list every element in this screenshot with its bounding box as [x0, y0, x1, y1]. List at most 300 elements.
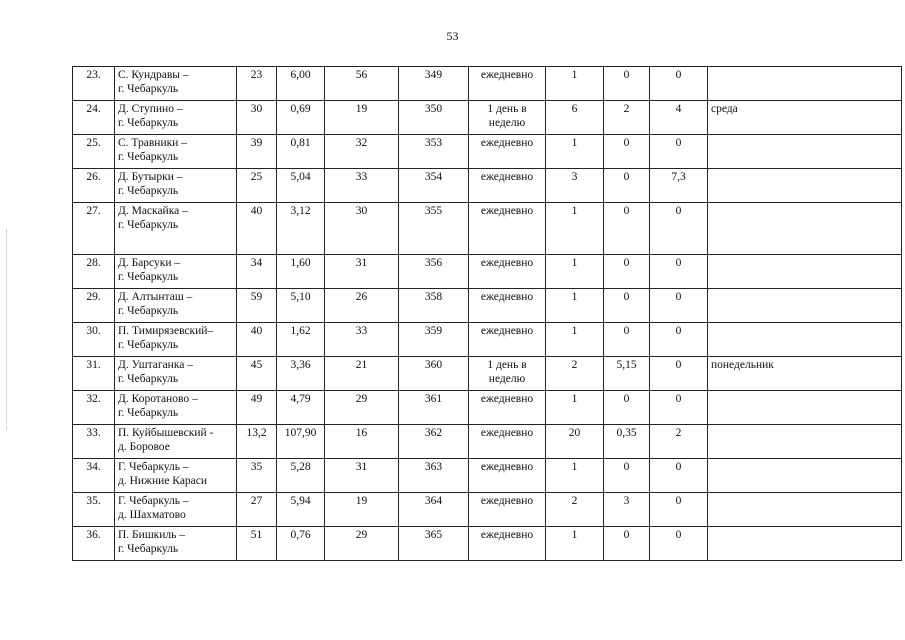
- cell-route-id-line: 349: [424, 69, 443, 81]
- cell-frequency: [469, 101, 546, 135]
- cell-note: [708, 323, 902, 357]
- cell-number: [73, 67, 115, 101]
- cell-col5-line: 16: [355, 427, 368, 439]
- cell-col8-line: 1: [571, 291, 578, 303]
- cell-route-id-line: 355: [424, 205, 443, 217]
- cell-col9: [604, 459, 650, 493]
- cell-col3-line: 45: [250, 359, 263, 371]
- cell-route-line: д. Боровое: [118, 441, 170, 453]
- cell-col9-line: 5,15: [616, 359, 637, 371]
- table-row: [73, 255, 902, 289]
- cell-col10-line: 4: [675, 103, 682, 115]
- cell-col3-line: 27: [250, 495, 263, 507]
- cell-frequency: [469, 203, 546, 255]
- cell-col5: [325, 135, 399, 169]
- table-row: [73, 425, 902, 459]
- cell-col3-line: 35: [250, 461, 263, 473]
- cell-route-id-line: 363: [424, 461, 443, 473]
- cell-route-line: г. Чебаркуль: [118, 151, 179, 163]
- cell-col8: [546, 289, 604, 323]
- cell-col5-line: 56: [355, 69, 368, 81]
- cell-note: [708, 101, 902, 135]
- cell-route: [115, 135, 237, 169]
- cell-col3-line: 34: [250, 257, 263, 269]
- cell-frequency: [469, 289, 546, 323]
- cell-route-line: г. Чебаркуль: [118, 271, 179, 283]
- cell-number-line: 34.: [86, 461, 101, 473]
- routes-table-body: [73, 67, 902, 561]
- cell-frequency-line: неделю: [488, 117, 526, 129]
- cell-col9-line: 0: [623, 69, 630, 81]
- cell-route-line: П. Тимирязевский–: [118, 325, 214, 337]
- cell-number: [73, 527, 115, 561]
- cell-col3: [237, 527, 277, 561]
- cell-number-line: 24.: [86, 103, 101, 115]
- cell-number: [73, 459, 115, 493]
- cell-col3-line: 40: [250, 205, 263, 217]
- cell-col9-line: 2: [623, 103, 630, 115]
- cell-col10: [650, 459, 708, 493]
- cell-col8-line: 1: [571, 205, 578, 217]
- cell-col3: [237, 391, 277, 425]
- cell-col10: [650, 169, 708, 203]
- cell-col10: [650, 255, 708, 289]
- cell-col5: [325, 493, 399, 527]
- cell-col9: [604, 203, 650, 255]
- cell-route-id-line: 365: [424, 529, 443, 541]
- cell-col9: [604, 255, 650, 289]
- cell-col4: [277, 527, 325, 561]
- cell-col9: [604, 169, 650, 203]
- cell-frequency-line: ежедневно: [480, 205, 534, 217]
- cell-col3: [237, 459, 277, 493]
- table-row: [73, 323, 902, 357]
- cell-col3-line: 51: [250, 529, 263, 541]
- cell-frequency: [469, 255, 546, 289]
- cell-col9-line: 0: [623, 257, 630, 269]
- cell-number-line: 28.: [86, 257, 101, 269]
- cell-col9: [604, 391, 650, 425]
- cell-col10-line: 0: [675, 69, 682, 81]
- cell-col9-line: 0: [623, 137, 630, 149]
- cell-col9-line: 0,35: [616, 427, 637, 439]
- cell-route-id: [399, 135, 469, 169]
- cell-col8: [546, 425, 604, 459]
- cell-col10: [650, 101, 708, 135]
- cell-route-line: Д. Маскайка –: [118, 205, 188, 217]
- cell-number-line: 25.: [86, 137, 101, 149]
- cell-frequency-line: ежедневно: [480, 393, 534, 405]
- cell-col5: [325, 459, 399, 493]
- cell-col8-line: 1: [571, 393, 578, 405]
- cell-number-line: 27.: [86, 205, 101, 217]
- cell-col4-line: 5,10: [290, 291, 311, 303]
- cell-col3-line: 13,2: [246, 427, 267, 439]
- cell-frequency-line: ежедневно: [480, 529, 534, 541]
- cell-route-line: Г. Чебаркуль –: [118, 461, 189, 473]
- cell-col10: [650, 357, 708, 391]
- cell-number-line: 36.: [86, 529, 101, 541]
- cell-route-line: г. Чебаркуль: [118, 407, 179, 419]
- cell-number: [73, 323, 115, 357]
- cell-col8: [546, 67, 604, 101]
- cell-col8-line: 20: [568, 427, 581, 439]
- cell-col10-line: 0: [675, 137, 682, 149]
- cell-route-line: С. Травники –: [118, 137, 187, 149]
- cell-route: [115, 323, 237, 357]
- cell-note: [708, 67, 902, 101]
- cell-col10-line: 7,3: [671, 171, 686, 183]
- cell-note: [708, 493, 902, 527]
- cell-route-id-line: 360: [424, 359, 443, 371]
- cell-col4: [277, 67, 325, 101]
- cell-col5: [325, 67, 399, 101]
- cell-number: [73, 169, 115, 203]
- cell-col3: [237, 289, 277, 323]
- cell-number: [73, 493, 115, 527]
- cell-col8-line: 1: [571, 257, 578, 269]
- cell-col3: [237, 135, 277, 169]
- cell-route: [115, 67, 237, 101]
- cell-col3: [237, 67, 277, 101]
- cell-col9-line: 3: [623, 495, 630, 507]
- cell-col5: [325, 425, 399, 459]
- cell-route-id-line: 354: [424, 171, 443, 183]
- cell-note: [708, 169, 902, 203]
- cell-col8: [546, 357, 604, 391]
- cell-number: [73, 135, 115, 169]
- cell-col4-line: 5,94: [290, 495, 311, 507]
- cell-col9: [604, 135, 650, 169]
- cell-col4: [277, 169, 325, 203]
- cell-route: [115, 391, 237, 425]
- cell-col4-line: 3,36: [290, 359, 311, 371]
- table-row: [73, 289, 902, 323]
- cell-note: [708, 135, 902, 169]
- cell-route-id-line: 356: [424, 257, 443, 269]
- cell-number: [73, 425, 115, 459]
- cell-col3: [237, 357, 277, 391]
- cell-col5-line: 31: [355, 461, 368, 473]
- cell-col9: [604, 527, 650, 561]
- cell-col8: [546, 527, 604, 561]
- cell-number-line: 29.: [86, 291, 101, 303]
- cell-note: [708, 391, 902, 425]
- table-row: [73, 459, 902, 493]
- cell-col5-line: 33: [355, 325, 368, 337]
- cell-route: [115, 527, 237, 561]
- cell-route-id-line: 358: [424, 291, 443, 303]
- cell-col4: [277, 101, 325, 135]
- cell-col8-line: 2: [571, 495, 578, 507]
- cell-frequency: [469, 493, 546, 527]
- cell-frequency: [469, 459, 546, 493]
- cell-col3-line: 39: [250, 137, 263, 149]
- cell-number: [73, 391, 115, 425]
- cell-route: [115, 101, 237, 135]
- cell-col4: [277, 459, 325, 493]
- cell-frequency: [469, 135, 546, 169]
- cell-col10-line: 0: [675, 257, 682, 269]
- cell-frequency-line: ежедневно: [480, 495, 534, 507]
- cell-col8-line: 2: [571, 359, 578, 371]
- cell-route-line: Д. Уштаганка –: [118, 359, 193, 371]
- cell-route-line: С. Кундравы –: [118, 69, 189, 81]
- cell-col5: [325, 289, 399, 323]
- cell-col5-line: 30: [355, 205, 368, 217]
- cell-col10-line: 0: [675, 529, 682, 541]
- cell-route: [115, 289, 237, 323]
- cell-col8-line: 1: [571, 529, 578, 541]
- cell-col8: [546, 391, 604, 425]
- cell-col9-line: 0: [623, 393, 630, 405]
- cell-route-line: г. Чебаркуль: [118, 219, 179, 231]
- cell-col9: [604, 101, 650, 135]
- table-row: [73, 135, 902, 169]
- cell-number: [73, 357, 115, 391]
- cell-col4-line: 0,81: [290, 137, 311, 149]
- cell-col3-line: 49: [250, 393, 263, 405]
- table-row: [73, 101, 902, 135]
- cell-col4: [277, 425, 325, 459]
- cell-route: [115, 459, 237, 493]
- cell-col4-line: 6,00: [290, 69, 311, 81]
- cell-route-id: [399, 459, 469, 493]
- cell-col9: [604, 289, 650, 323]
- cell-route: [115, 255, 237, 289]
- cell-note: [708, 527, 902, 561]
- cell-col5-line: 31: [355, 257, 368, 269]
- cell-frequency-line: 1 день в: [487, 359, 527, 371]
- cell-col8-line: 1: [571, 137, 578, 149]
- cell-route-id: [399, 101, 469, 135]
- cell-col3-line: 30: [250, 103, 263, 115]
- cell-col3: [237, 255, 277, 289]
- table-row: [73, 203, 902, 255]
- cell-note-line: понедельник: [711, 359, 774, 371]
- cell-route-id-line: 359: [424, 325, 443, 337]
- cell-col10: [650, 391, 708, 425]
- cell-number-line: 32.: [86, 393, 101, 405]
- table-row: [73, 357, 902, 391]
- table-row: [73, 527, 902, 561]
- cell-route-id: [399, 323, 469, 357]
- cell-col4-line: 0,76: [290, 529, 311, 541]
- cell-col8-line: 1: [571, 461, 578, 473]
- cell-col10-line: 0: [675, 393, 682, 405]
- cell-number-line: 31.: [86, 359, 101, 371]
- cell-note-line: среда: [711, 103, 738, 115]
- cell-col5: [325, 323, 399, 357]
- cell-col5: [325, 203, 399, 255]
- cell-col3: [237, 203, 277, 255]
- cell-col10: [650, 67, 708, 101]
- cell-number-line: 33.: [86, 427, 101, 439]
- cell-number: [73, 255, 115, 289]
- cell-col5: [325, 255, 399, 289]
- cell-col4-line: 5,28: [290, 461, 311, 473]
- cell-col5-line: 21: [355, 359, 368, 371]
- cell-col8-line: 1: [571, 69, 578, 81]
- cell-col3-line: 40: [250, 325, 263, 337]
- cell-col10: [650, 323, 708, 357]
- cell-route-line: г. Чебаркуль: [118, 373, 179, 385]
- table-row: [73, 391, 902, 425]
- cell-route-line: Д. Бутырки –: [118, 171, 183, 183]
- cell-col4-line: 1,60: [290, 257, 311, 269]
- cell-col3-line: 23: [250, 69, 263, 81]
- cell-col3: [237, 101, 277, 135]
- cell-col4: [277, 203, 325, 255]
- cell-col4-line: 3,12: [290, 205, 311, 217]
- cell-route-line: г. Чебаркуль: [118, 305, 179, 317]
- cell-route-id-line: 364: [424, 495, 443, 507]
- cell-frequency: [469, 67, 546, 101]
- cell-frequency-line: ежедневно: [480, 461, 534, 473]
- cell-route-line: г. Чебаркуль: [118, 185, 179, 197]
- cell-col9: [604, 493, 650, 527]
- cell-route-line: г. Чебаркуль: [118, 117, 179, 129]
- cell-col4: [277, 289, 325, 323]
- cell-route-line: д. Нижние Караси: [118, 475, 208, 487]
- cell-col5: [325, 527, 399, 561]
- cell-col9-line: 0: [623, 205, 630, 217]
- table-row: [73, 169, 902, 203]
- cell-col9-line: 0: [623, 325, 630, 337]
- cell-col4-line: 5,04: [290, 171, 311, 183]
- cell-route-line: Д. Барсуки –: [118, 257, 181, 269]
- cell-col10-line: 0: [675, 325, 682, 337]
- cell-frequency-line: 1 день в: [487, 103, 527, 115]
- cell-route-id-line: 350: [424, 103, 443, 115]
- cell-route: [115, 425, 237, 459]
- cell-route-line: П. Бишкиль –: [118, 529, 186, 541]
- cell-col4-line: 1,62: [290, 325, 311, 337]
- cell-note: [708, 357, 902, 391]
- cell-route-id-line: 361: [424, 393, 443, 405]
- cell-frequency-line: ежедневно: [480, 137, 534, 149]
- cell-col8: [546, 101, 604, 135]
- table-row: [73, 493, 902, 527]
- cell-note: [708, 459, 902, 493]
- cell-route-id: [399, 425, 469, 459]
- cell-col4: [277, 357, 325, 391]
- cell-route-id: [399, 527, 469, 561]
- cell-col8-line: 6: [571, 103, 578, 115]
- cell-col8: [546, 323, 604, 357]
- cell-col5-line: 33: [355, 171, 368, 183]
- cell-number: [73, 101, 115, 135]
- scan-artifact: [6, 230, 8, 430]
- cell-col9-line: 0: [623, 291, 630, 303]
- cell-number-line: 30.: [86, 325, 101, 337]
- cell-col8: [546, 255, 604, 289]
- cell-frequency: [469, 323, 546, 357]
- cell-number: [73, 289, 115, 323]
- cell-route-id: [399, 289, 469, 323]
- cell-frequency-line: ежедневно: [480, 171, 534, 183]
- cell-frequency-line: неделю: [488, 373, 526, 385]
- cell-col10: [650, 135, 708, 169]
- cell-col4-line: 0,69: [290, 103, 311, 115]
- cell-col4: [277, 391, 325, 425]
- cell-route-line: д. Шахматово: [118, 509, 186, 521]
- page-number: 53: [446, 29, 459, 43]
- cell-route-line: Д. Алтынташ –: [118, 291, 193, 303]
- cell-route: [115, 203, 237, 255]
- cell-frequency-line: ежедневно: [480, 427, 534, 439]
- cell-route-line: г. Чебаркуль: [118, 339, 179, 351]
- cell-route-id: [399, 203, 469, 255]
- cell-number-line: 35.: [86, 495, 101, 507]
- cell-number-line: 23.: [86, 69, 101, 81]
- cell-route-id: [399, 391, 469, 425]
- cell-col8: [546, 135, 604, 169]
- cell-route-line: П. Куйбышевский -: [118, 427, 214, 439]
- cell-col5-line: 32: [355, 137, 368, 149]
- cell-col10: [650, 289, 708, 323]
- routes-table: [72, 66, 902, 561]
- cell-col5: [325, 169, 399, 203]
- cell-col10-line: 2: [675, 427, 682, 439]
- cell-route: [115, 493, 237, 527]
- cell-route-id: [399, 357, 469, 391]
- cell-col8-line: 3: [571, 171, 578, 183]
- cell-col4: [277, 323, 325, 357]
- cell-col5-line: 19: [355, 495, 368, 507]
- cell-route-id-line: 362: [424, 427, 443, 439]
- cell-col5-line: 19: [355, 103, 368, 115]
- cell-route-line: Г. Чебаркуль –: [118, 495, 189, 507]
- cell-frequency-line: ежедневно: [480, 257, 534, 269]
- cell-col5: [325, 357, 399, 391]
- cell-frequency: [469, 357, 546, 391]
- cell-frequency-line: ежедневно: [480, 325, 534, 337]
- cell-col8-line: 1: [571, 325, 578, 337]
- cell-route-id: [399, 493, 469, 527]
- cell-col3: [237, 425, 277, 459]
- cell-col3: [237, 493, 277, 527]
- cell-col9-line: 0: [623, 171, 630, 183]
- cell-frequency-line: ежедневно: [480, 291, 534, 303]
- cell-col3-line: 25: [250, 171, 263, 183]
- cell-col5: [325, 391, 399, 425]
- cell-col5: [325, 101, 399, 135]
- cell-note: [708, 425, 902, 459]
- cell-note: [708, 289, 902, 323]
- cell-number: [73, 203, 115, 255]
- cell-frequency: [469, 527, 546, 561]
- cell-col10-line: 0: [675, 495, 682, 507]
- cell-col4-line: 4,79: [290, 393, 311, 405]
- cell-col9: [604, 67, 650, 101]
- cell-col8: [546, 169, 604, 203]
- cell-number-line: 26.: [86, 171, 101, 183]
- cell-col9-line: 0: [623, 461, 630, 473]
- cell-col10-line: 0: [675, 359, 682, 371]
- cell-col4: [277, 493, 325, 527]
- cell-route-line: г. Чебаркуль: [118, 83, 179, 95]
- cell-col9: [604, 425, 650, 459]
- cell-col4: [277, 255, 325, 289]
- cell-col4: [277, 135, 325, 169]
- cell-route: [115, 169, 237, 203]
- cell-col8: [546, 459, 604, 493]
- cell-frequency: [469, 425, 546, 459]
- cell-route-id: [399, 255, 469, 289]
- cell-route-line: г. Чебаркуль: [118, 543, 179, 555]
- cell-frequency: [469, 391, 546, 425]
